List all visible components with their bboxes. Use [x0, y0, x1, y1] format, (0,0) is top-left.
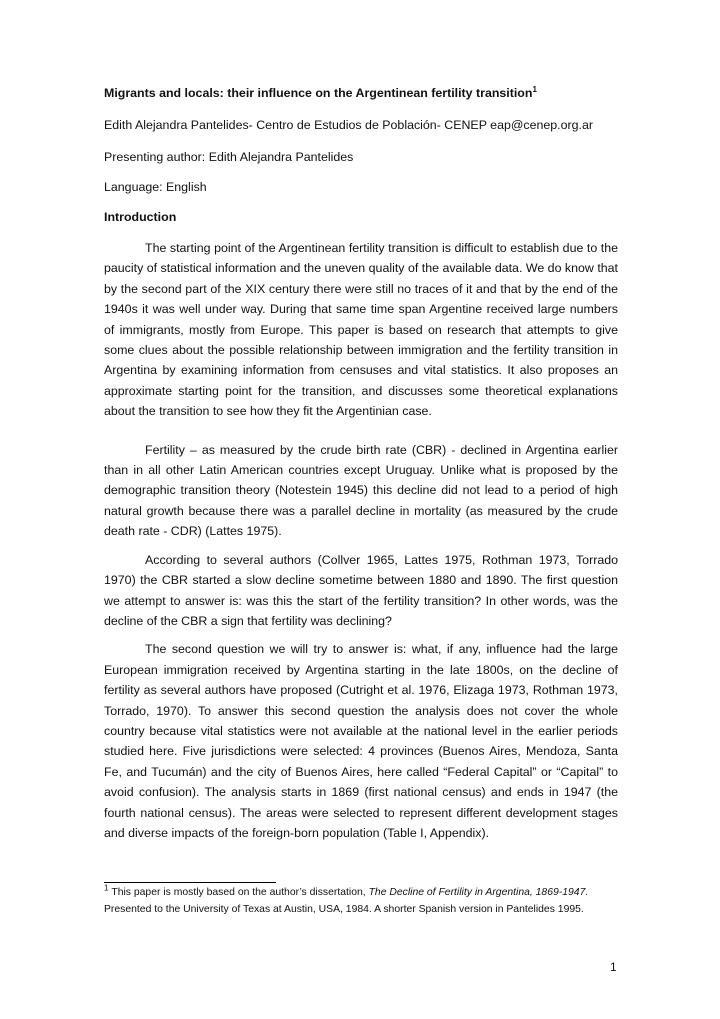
footnote-text-start: This paper is mostly based on the author’s dissertation,	[111, 887, 369, 898]
language-line: Language: English	[104, 180, 207, 194]
footnote-text-end: Presented to the University of Texas at Austin, USA, 1984. A shorter Spanish version in Pantelides 1995.	[104, 903, 584, 915]
page-number: 1	[610, 960, 617, 974]
author-affiliation: Edith Alejandra Pantelides- Centro de Estudios de Población- CENEP eap@cenep.org.ar	[104, 118, 593, 132]
footnote-marker: 1	[104, 883, 109, 893]
footnote-separator	[104, 882, 276, 883]
paragraph-2: Fertility – as measured by the crude birth rate (CBR) - declined in Argentina earlier than in all other Latin American countries except Uruguay. Unlike what is proposed by the demographic transition theory (Notestein 1945) this decline did not lead to a period of high natural growth because there was a parallel decline in mortality (as measured by the crude death rate - CDR) (Lattes 1975).	[104, 442, 618, 539]
title-text: Migrants and locals: their influence on the Argentinean fertility transition	[104, 86, 533, 100]
paragraph-4: The second question we will try to answer is: what, if any, influence had the large European immigration received by Argentina starting in the late 1800s, on the decline of fertility as several authors have proposed (Cutright et al. 1976, Elizaga 1973, Rothman 1973, Torrado, 1970). To answer this second question the analysis does not cover the whole country because vital statistics were not available at the national level in the earlier periods studied here. Five jurisdictions were selected: 4 provinces (Buenos Aires, Mendoza, Santa Fe, and Tucumán) and the city of Buenos Aires, here called “Federal Capital” or “Capital” to avoid confusion). The analysis starts in 1869 (first national census) and ends in 1947 (the fourth national census). The areas were selected to represent different development stages and diverse impacts of the foreign-born population (Table I, Appendix).	[104, 642, 618, 840]
section-heading-introduction: Introduction	[104, 210, 177, 224]
paper-title	[104, 86, 537, 100]
presenting-author: Presenting author: Edith Alejandra Pantelides	[104, 150, 354, 164]
introduction-body	[104, 238, 618, 843]
title-footnote-ref[interactable]: 1	[532, 84, 537, 94]
paragraph-3: According to several authors (Collver 1965, Lattes 1975, Rothman 1973, Torrado 1970) the CBR started a slow decline sometime between 1880 and 1890. The first question we attempt to answer is: was this the start of the fertility transition? In other words, was the decline of the CBR a sign that fertility was declining?	[104, 552, 618, 628]
paragraph-1: The starting point of the Argentinean fertility transition is difficult to establish due to the paucity of statistical information and the uneven quality of the available data. We do know that by the second part of the XIX century there were still no traces of it and that by the end of the 1940s it was well under way. During that same time span Argentine received large numbers of immigrants, mostly from Europe. This paper is based on research that attempts to give some clues about the possible relationship between immigration and the fertility transition in Argentina by examining information from censuses and vital statistics. It also proposes an approximate starting point for the transition, and discusses some theoretical explanations about the transition to see how they fit the Argentinian case.	[104, 241, 618, 419]
footnote-title-italic: The Decline of Fertility in Argentina, 1869-1947.	[368, 887, 589, 898]
footnote-1	[104, 885, 620, 918]
